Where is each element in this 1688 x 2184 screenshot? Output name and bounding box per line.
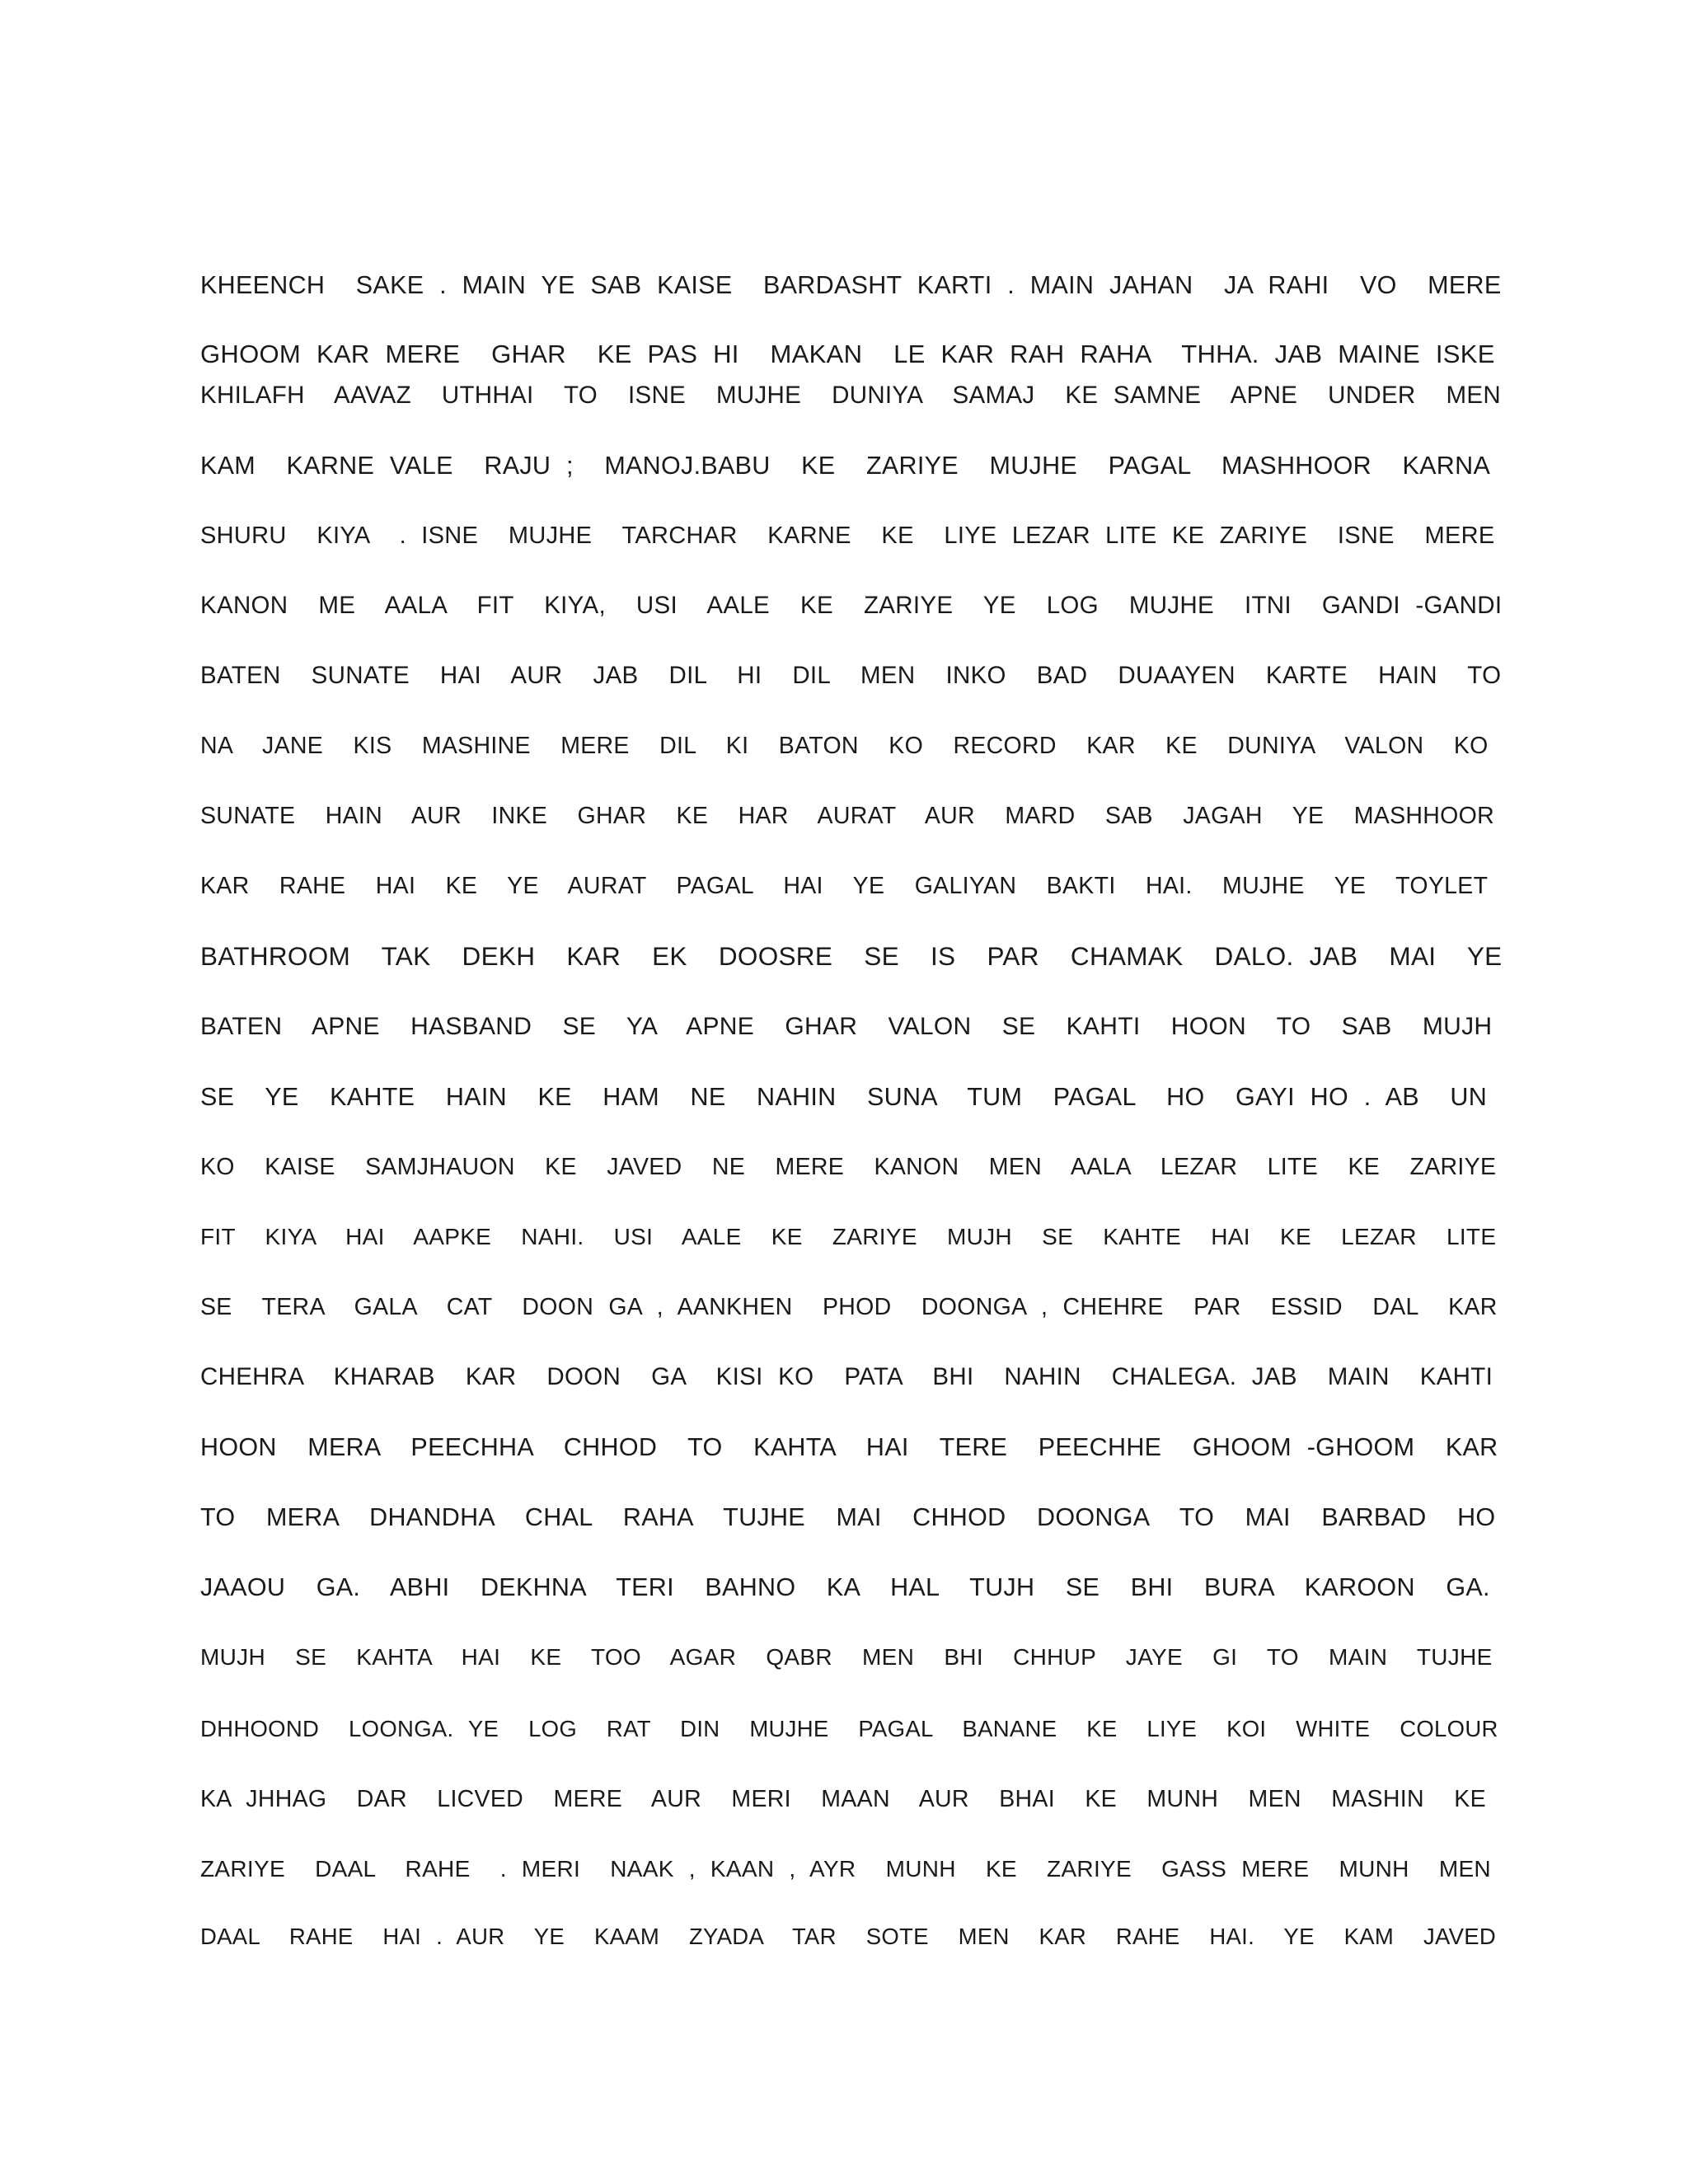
text-line: CHEHRA KHARAB KAR DOON GA KISI KO PATA BHI NAHIN CHALEGA. JAB MAIN KAHTI [200, 1363, 1493, 1390]
text-line: KHILAFH AAVAZ UTHHAI TO ISNE MUJHE DUNIYA SAMAJ KE SAMNE APNE UNDER MEN [200, 382, 1501, 409]
text-line: GHOOM KAR MERE GHAR KE PAS HI MAKAN LE KAR RAH RAHA THHA. JAB MAINE ISKE [200, 340, 1495, 368]
text-line: SE TERA GALA CAT DOON GA , AANKHEN PHOD DOONGA , CHEHRE PAR ESSID DAL KAR [200, 1294, 1498, 1320]
text-line: BATEN APNE HASBAND SE YA APNE GHAR VALON SE KAHTI HOON TO SAB MUJH [200, 1013, 1493, 1040]
text-line: KA JHHAG DAR LICVED MERE AUR MERI MAAN AUR BHAI KE MUNH MEN MASHIN KE [200, 1786, 1486, 1812]
text-line: HOON MERA PEECHHA CHHOD TO KAHTA HAI TERE PEECHHE GHOOM -GHOOM KAR [200, 1433, 1498, 1461]
text-line: KANON ME AALA FIT KIYA, USI AALE KE ZARIYE YE LOG MUJHE ITNI GANDI -GANDI [200, 592, 1503, 619]
text-line: KO KAISE SAMJHAUON KE JAVED NE MERE KANON MEN AALA LEZAR LITE KE ZARIYE [200, 1154, 1497, 1180]
text-line: BATHROOM TAK DEKH KAR EK DOOSRE SE IS PAR CHAMAK DALO. JAB MAI YE [200, 941, 1503, 971]
text-line: KAR RAHE HAI KE YE AURAT PAGAL HAI YE GALIYAN BAKTI HAI. MUJHE YE TOYLET [200, 873, 1489, 899]
text-line: KAM KARNE VALE RAJU ; MANOJ.BABU KE ZARIYE MUJHE PAGAL MASHHOOR KARNA [200, 452, 1491, 480]
text-line: FIT KIYA HAI AAPKE NAHI. USI AALE KE ZARIYE MUJH SE KAHTE HAI KE LEZAR LITE [200, 1224, 1497, 1249]
text-line: NA JANE KIS MASHINE MERE DIL KI BATON KO RECORD KAR KE DUNIYA VALON KO [200, 733, 1489, 759]
text-line: DHHOOND LOONGA. YE LOG RAT DIN MUJHE PAGAL BANANE KE LIYE KOI WHITE COLOUR [200, 1716, 1498, 1741]
text-line: BATEN SUNATE HAI AUR JAB DIL HI DIL MEN INKO BAD DUAAYEN KARTE HAIN TO [200, 662, 1502, 689]
text-line: SE YE KAHTE HAIN KE HAM NE NAHIN SUNA TUM PAGAL HO GAYI HO . AB UN [200, 1083, 1488, 1111]
text-line: DAAL RAHE HAI . AUR YE KAAM ZYADA TAR SOTE MEN KAR RAHE HAI. YE KAM JAVED [200, 1924, 1497, 1949]
text-line: SUNATE HAIN AUR INKE GHAR KE HAR AURAT AUR MARD SAB JAGAH YE MASHHOOR [200, 803, 1494, 829]
text-line: KHEENCH SAKE . MAIN YE SAB KAISE BARDASHT KARTI . MAIN JAHAN JA RAHI VO MERE [200, 271, 1502, 299]
text-line: ZARIYE DAAL RAHE . MERI NAAK , KAAN , AYR MUNH KE ZARIYE GASS MERE MUNH MEN [200, 1856, 1491, 1882]
text-line: JAAOU GA. ABHI DEKHNA TERI BAHNO KA HAL TUJH SE BHI BURA KAROON GA. [200, 1573, 1490, 1601]
text-line: MUJH SE KAHTA HAI KE TOO AGAR QABR MEN BHI CHHUP JAYE GI TO MAIN TUJHE [200, 1644, 1493, 1670]
text-line: SHURU KIYA . ISNE MUJHE TARCHAR KARNE KE LIYE LEZAR LITE KE ZARIYE ISNE MERE [200, 523, 1495, 549]
text-line: TO MERA DHANDHA CHAL RAHA TUJHE MAI CHHOD DOONGA TO MAI BARBAD HO [200, 1503, 1496, 1531]
